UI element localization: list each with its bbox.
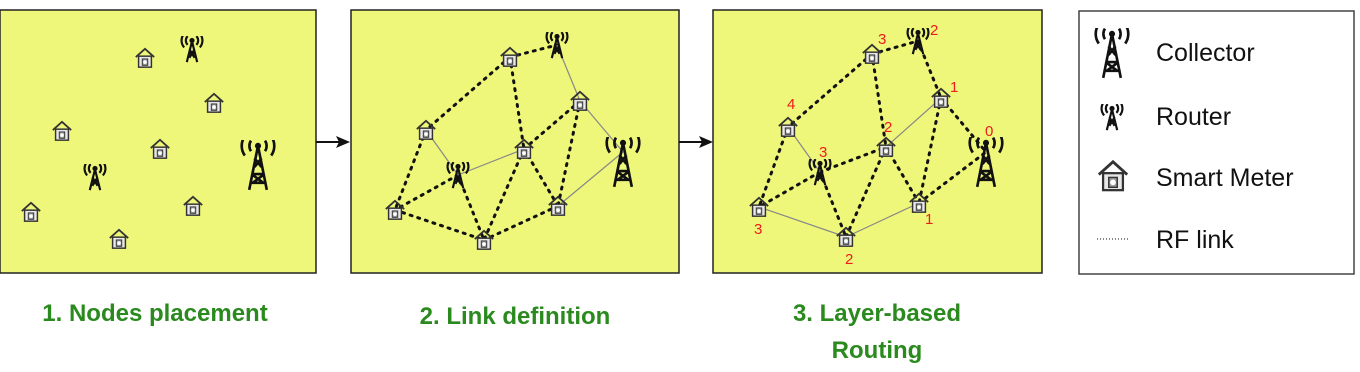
layer-label: 3 (878, 31, 887, 48)
layer-label: 1 (950, 79, 959, 96)
caption-step3-line1: 3. Layer-based (792, 300, 962, 327)
layer-label: 3 (819, 144, 828, 161)
legend-rf-link-label: RF link (1156, 226, 1234, 254)
caption-step2: 2. Link definition (419, 303, 611, 330)
layer-label: 4 (787, 96, 796, 113)
layer-label: 0 (985, 123, 994, 140)
caption-step3-line2: Routing (831, 337, 923, 364)
legend-collector-label: Collector (1156, 39, 1255, 67)
caption-step1: 1. Nodes placement (42, 300, 268, 327)
arrow-icon (679, 136, 713, 148)
legend-router-label: Router (1156, 103, 1232, 131)
layer-label: 3 (754, 221, 763, 238)
panel-link-definition (351, 10, 679, 273)
layer-label: 2 (884, 119, 893, 136)
arrow-icon (316, 136, 350, 148)
legend-smart-meter-label: Smart Meter (1156, 164, 1294, 192)
layer-label: 1 (925, 211, 934, 228)
layer-label: 2 (930, 22, 939, 39)
legend (1079, 11, 1354, 274)
panel-layer-based-routing (713, 10, 1042, 273)
panel-nodes-placement (0, 10, 316, 273)
layer-label: 2 (845, 251, 854, 268)
